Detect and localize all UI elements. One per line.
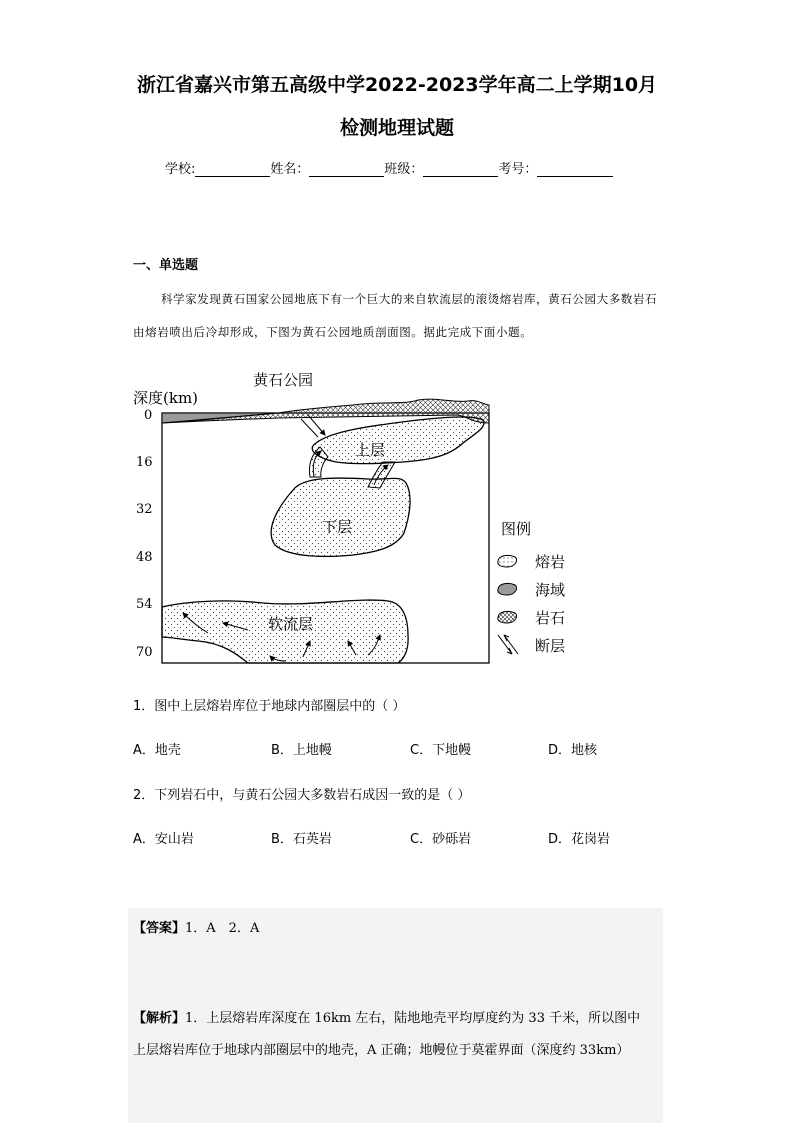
analysis-row-1: [133, 1007, 640, 1026]
depth-axis-label: 深度(km): [133, 389, 199, 407]
fault-icon: [495, 632, 521, 660]
q2-option-b[interactable]: B．石英岩: [271, 832, 332, 847]
q1-option-c[interactable]: C．下地幔: [410, 743, 472, 758]
tick-32: 32: [136, 502, 153, 517]
magma-icon: [495, 553, 519, 569]
name-blank[interactable]: [309, 162, 384, 177]
q1-option-d[interactable]: D．地核: [548, 743, 598, 758]
q2-option-c[interactable]: C．砂砾岩: [410, 832, 472, 847]
q2-option-a[interactable]: A．安山岩: [133, 832, 194, 847]
legend-label-fault: 断层: [535, 637, 566, 655]
figure-title: 黄石公园: [253, 371, 314, 389]
tick-0: 0: [144, 408, 153, 423]
legend-label-magma: 熔岩: [535, 553, 566, 571]
q1-option-b[interactable]: B．上地幔: [271, 743, 332, 758]
q1-option-a[interactable]: A．地壳: [133, 743, 181, 758]
fault-symbol: [301, 415, 325, 437]
section-title: 一、单选题: [133, 258, 199, 273]
question-intro: 科学家发现黄石国家公园地底下有一个巨大的来自软流层的滚烫熔岩库，黄石公园大多数岩石由熔岩喷出后冷却形成，下图为黄石公园地质剖面图。据此完成下面小题。: [133, 292, 658, 339]
exam-title-line1: 浙江省嘉兴市第五高级中学2022-2023学年高二上学期10月: [136, 74, 658, 96]
tick-16: 16: [136, 455, 153, 470]
answer-row: [133, 917, 259, 936]
legend-title: 图例: [501, 520, 532, 538]
tick-54: 54: [136, 597, 153, 612]
tick-70: 70: [136, 645, 153, 660]
school-label: 学校:: [165, 162, 196, 177]
answer-text: 1．A 2．A: [185, 921, 260, 936]
analysis-line-2: 上层熔岩库位于地球内部圈层中的地壳，A 正确；地幔位于莫霍界面（深度约 33km）: [133, 1043, 630, 1058]
question-2: 2．下列岩石中，与黄石公园大多数岩石成因一致的是（ ）: [133, 788, 471, 803]
student-info-row: [165, 158, 613, 177]
legend-label-sea: 海域: [535, 581, 566, 599]
analysis-line-1: 1．上层熔岩库深度在 16km 左右，陆地地壳平均厚度约为 33 千米，所以图中: [185, 1011, 641, 1026]
lower-label: 下层: [322, 518, 353, 536]
sea-icon: [495, 581, 519, 597]
name-label: 姓名：: [270, 162, 310, 177]
upper-label: 上层: [355, 441, 386, 459]
tick-48: 48: [136, 550, 153, 565]
asthenosphere-label: 软流层: [268, 615, 314, 633]
upper-magma-chamber: [312, 417, 484, 464]
school-blank[interactable]: [195, 162, 270, 177]
exam-title-line2: 检测地理试题: [339, 117, 454, 139]
class-label: 班级：: [384, 162, 424, 177]
legend: [495, 518, 595, 663]
answer-label: 【答案】: [133, 921, 186, 936]
number-blank[interactable]: [537, 162, 613, 177]
class-blank[interactable]: [423, 162, 498, 177]
analysis-label: 【解析】: [133, 1011, 186, 1026]
legend-label-rock: 岩石: [535, 609, 566, 627]
q2-option-d[interactable]: D．花岗岩: [548, 832, 611, 847]
question-1: 1．图中上层熔岩库位于地球内部圈层中的（ ）: [133, 699, 406, 714]
rock-icon: [495, 609, 519, 625]
number-label: 考号：: [498, 162, 538, 177]
